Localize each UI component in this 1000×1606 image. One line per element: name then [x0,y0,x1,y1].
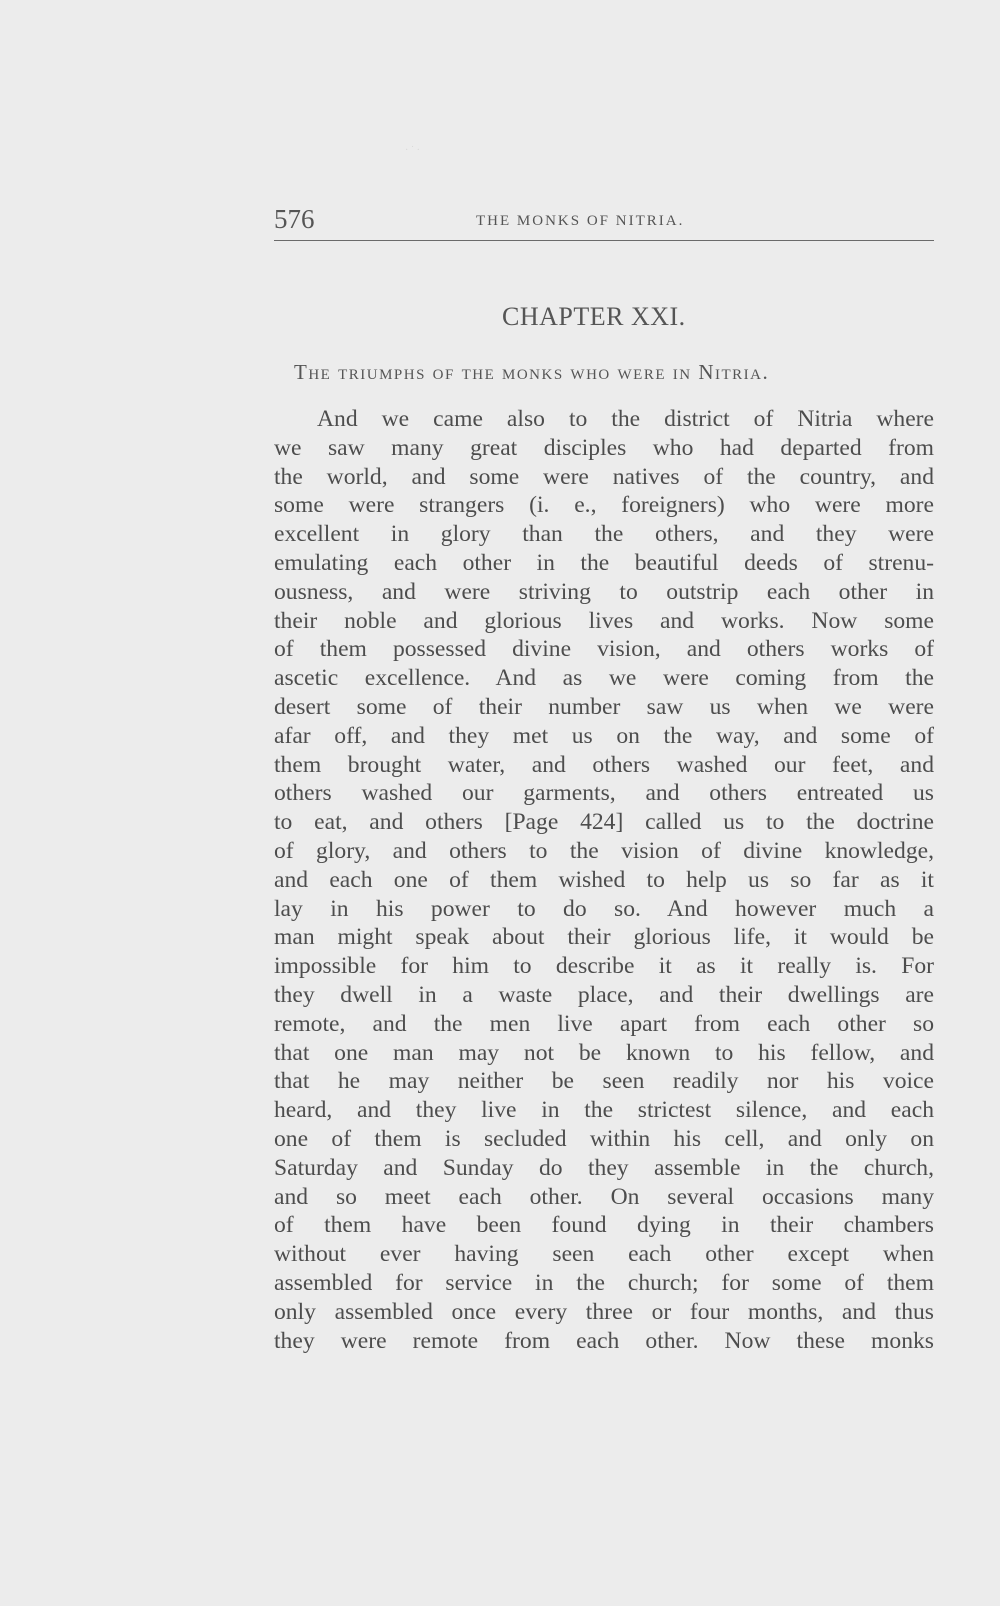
body-line: without ever having seen each other except when [274,1241,934,1268]
body-line: heard, and they live in the strictest silence, and each [274,1097,934,1124]
body-line: Saturday and Sunday do they assemble in the church, [274,1154,934,1181]
body-line: of them possessed divine vision, and others works of [274,636,934,663]
body-line: of glory, and others to the vision of divine knowledge, [274,837,934,864]
body-line: that one man may not be known to his fellow, and [274,1039,934,1066]
body-line: they dwell in a waste place, and their dwellings are [274,981,934,1008]
body-line: only assembled once every three or four months, and thus [274,1298,934,1325]
body-line: the world, and some were natives of the country, and [274,463,934,490]
page-number: 576 [274,204,315,234]
body-line: ousness, and were striving to outstrip each other in [274,578,934,605]
body-line: impossible for him to describe it as it really is. For [274,953,934,980]
body-line: assembled for service in the church; for some of them [274,1269,934,1296]
body-line: others washed our garments, and others entreated us [274,780,934,807]
body-line: and each one of them wished to help us so far as it [274,866,934,893]
running-title: THE MONKS OF NITRIA. [476,213,685,229]
body-line: emulating each other in the beautiful deeds of strenu- [274,549,934,576]
body-line: one of them is secluded within his cell, and only on [274,1125,934,1152]
body-text [274,405,934,1355]
running-head [274,204,934,241]
body-line: that he may neither be seen readily nor his voice [274,1068,934,1095]
body-line: man might speak about their glorious life, it would be [274,924,934,951]
chapter-title: CHAPTER XXI. [502,302,686,331]
body-line: afar off, and they met us on the way, and some of [274,722,934,749]
body-line: and so meet each other. On several occasions many [274,1183,934,1210]
body-line: ascetic excellence. And as we were coming from the [274,665,934,692]
body-line: desert some of their number saw us when we were [274,693,934,720]
body-line: remote, and the men live apart from each other so [274,1010,934,1037]
body-line: their noble and glorious lives and works. Now some [274,607,934,634]
body-line: to eat, and others [Page 424] called us to the doctrine [274,809,934,836]
body-line: And we came also to the district of Nitria where [317,406,934,432]
body-line: excellent in glory than the others, and they were [274,521,934,548]
body-line: of them have been found dying in their chambers [274,1212,934,1239]
body-line: some were strangers (i. e., foreigners) who were more [274,492,934,519]
body-line: we saw many great disciples who had departed from [274,434,934,461]
chapter-subtitle: The triumphs of the monks who were in Nitria. [294,360,770,384]
body-line: them brought water, and others washed our feet, and [274,751,934,778]
body-line: they were remote from each other. Now these monks [274,1327,934,1354]
body-line: lay in his power to do so. And however much a [274,895,934,922]
paper-blemish: · ˙ · [405,145,420,156]
